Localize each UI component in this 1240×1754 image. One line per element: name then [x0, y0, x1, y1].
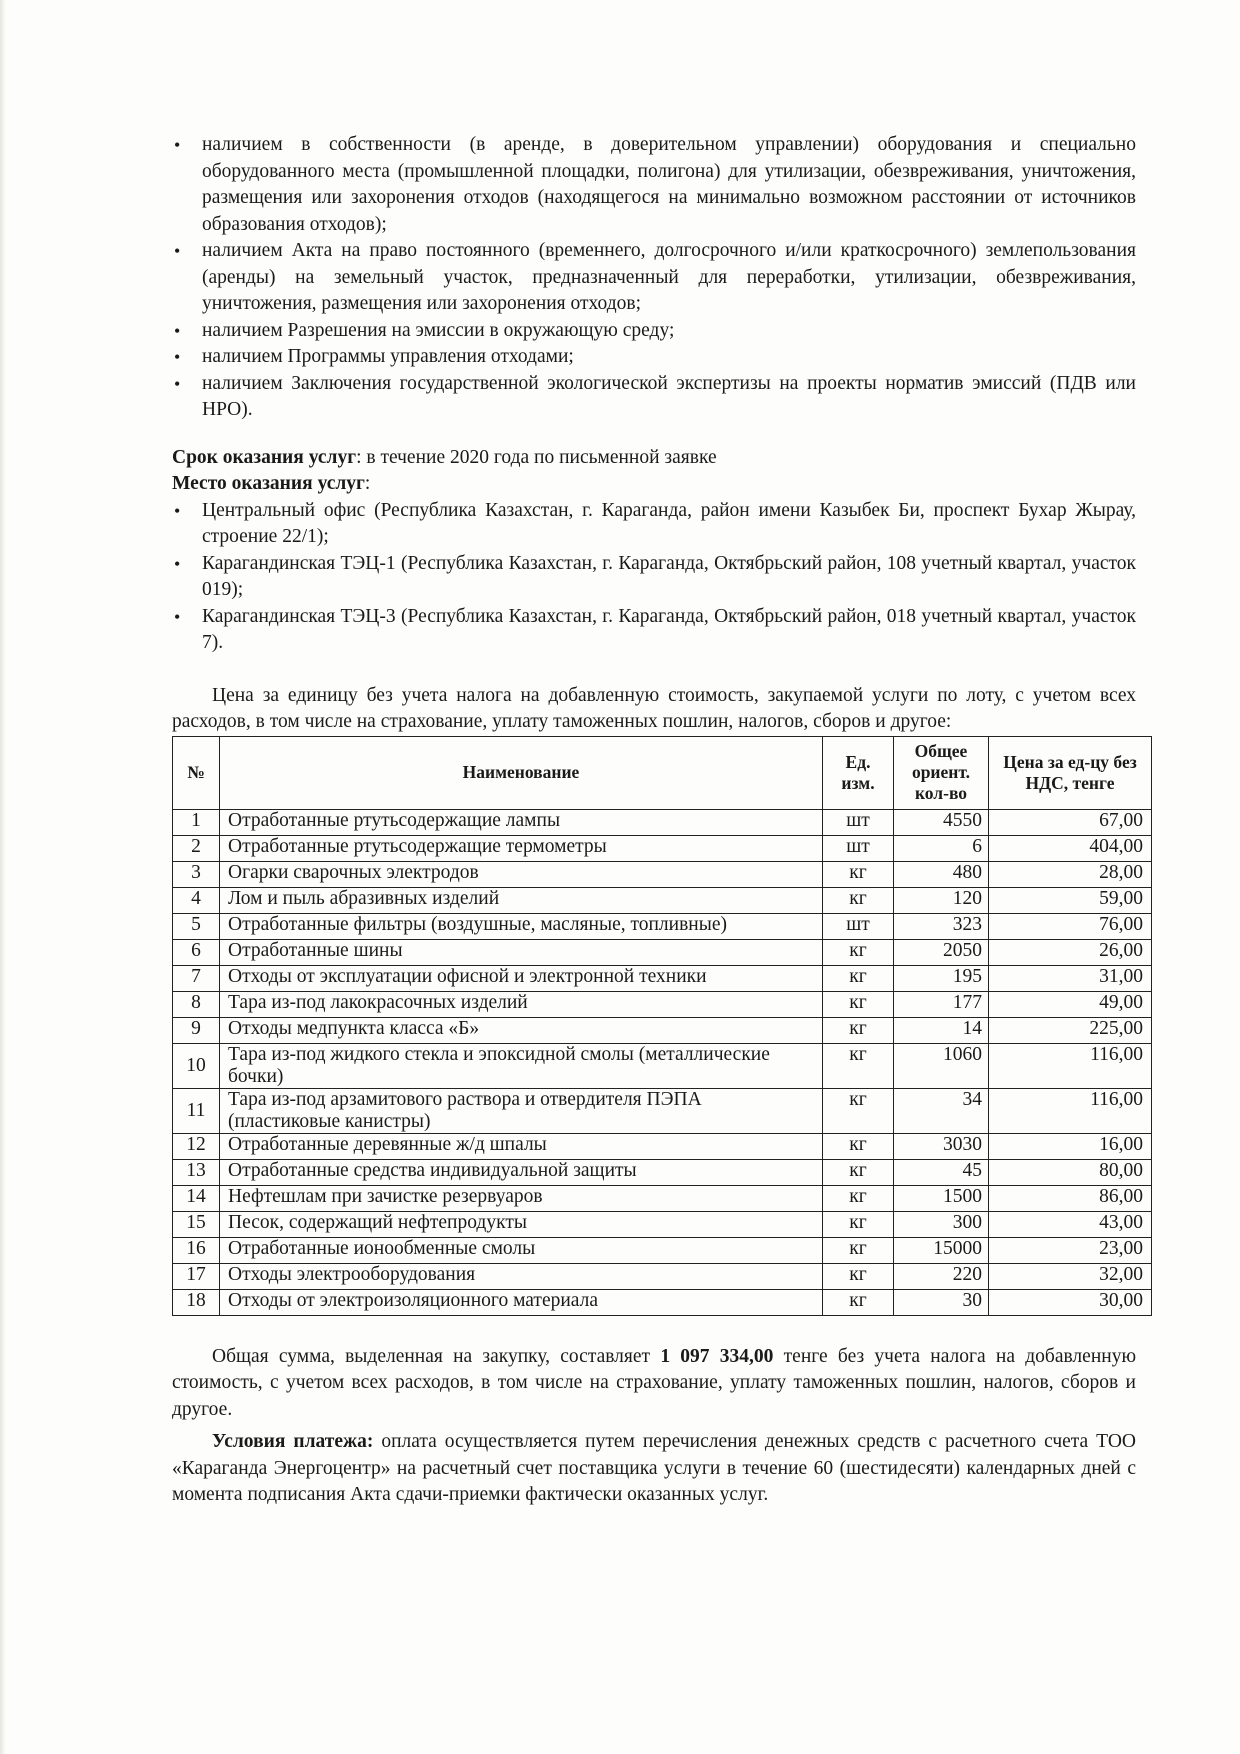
- row-unit: кг: [823, 991, 894, 1017]
- row-qty: 3030: [894, 1133, 989, 1159]
- row-name: Отработанные средства индивидуальной защиты: [220, 1159, 823, 1185]
- row-num: 11: [173, 1088, 220, 1133]
- row-unit: кг: [823, 1043, 894, 1088]
- row-name: Отработанные шины: [220, 939, 823, 965]
- table-row: [173, 991, 1152, 1017]
- row-qty: 4550: [894, 809, 989, 835]
- row-price: 16,00: [989, 1133, 1152, 1159]
- requirement-item: • наличием Заключения государственной экологической экспертизы на проекты норматив эмиссий (ПДВ или НРО).: [172, 371, 1136, 424]
- row-name: Отходы электрооборудования: [220, 1263, 823, 1289]
- row-price: 23,00: [989, 1237, 1152, 1263]
- row-num: 4: [173, 887, 220, 913]
- requirement-item: • наличием Акта на право постоянного (временнего, долгосрочного и/или краткосрочного) землепользования (аренды) на земельный участок, предназначенный для переработки, утилизации, обезвреживания, уничтожения, размещения или захоронения отходов;: [172, 238, 1136, 318]
- row-unit: кг: [823, 1263, 894, 1289]
- header-price: Цена за ед-цу без НДС, тенге: [989, 736, 1152, 809]
- payment-label: Условия платежа:: [212, 1431, 374, 1452]
- row-unit: кг: [823, 887, 894, 913]
- table-row: [173, 913, 1152, 939]
- row-qty: 30: [894, 1289, 989, 1315]
- row-price: 76,00: [989, 913, 1152, 939]
- table-row: [173, 1237, 1152, 1263]
- table-row: [173, 939, 1152, 965]
- row-qty: 177: [894, 991, 989, 1017]
- row-name: Лом и пыль абразивных изделий: [220, 887, 823, 913]
- service-place-colon: :: [364, 473, 371, 494]
- row-qty: 6: [894, 835, 989, 861]
- row-num: 10: [173, 1043, 220, 1088]
- row-name: Отходы медпункта класса «Б»: [220, 1017, 823, 1043]
- row-price: 225,00: [989, 1017, 1152, 1043]
- table-row: [173, 1159, 1152, 1185]
- row-unit: кг: [823, 939, 894, 965]
- row-qty: 1500: [894, 1185, 989, 1211]
- row-num: 16: [173, 1237, 220, 1263]
- table-row: [173, 1263, 1152, 1289]
- row-num: 12: [173, 1133, 220, 1159]
- row-unit: кг: [823, 1159, 894, 1185]
- row-qty: 323: [894, 913, 989, 939]
- table-row: [173, 1211, 1152, 1237]
- row-name: Тара из-под жидкого стекла и эпоксидной смолы (металлические бочки): [220, 1043, 823, 1088]
- row-unit: кг: [823, 1017, 894, 1043]
- row-num: 13: [173, 1159, 220, 1185]
- row-price: 26,00: [989, 939, 1152, 965]
- service-terms: [172, 445, 1136, 657]
- row-qty: 220: [894, 1263, 989, 1289]
- total-text-before: Общая сумма, выделенная на закупку, составляет: [212, 1345, 661, 1367]
- row-price: 49,00: [989, 991, 1152, 1017]
- row-unit: шт: [823, 913, 894, 939]
- header-name: Наименование: [220, 736, 823, 809]
- row-unit: кг: [823, 1237, 894, 1263]
- row-unit: шт: [823, 835, 894, 861]
- row-price: 67,00: [989, 809, 1152, 835]
- row-unit: кг: [823, 1133, 894, 1159]
- row-unit: кг: [823, 861, 894, 887]
- table-row: [173, 835, 1152, 861]
- table-row: [173, 1185, 1152, 1211]
- table-header-row: [173, 736, 1152, 809]
- row-price: 404,00: [989, 835, 1152, 861]
- total-amount: 1 097 334,00: [660, 1345, 774, 1367]
- document-page: [172, 132, 1143, 1509]
- row-price: 116,00: [989, 1088, 1152, 1133]
- service-term-value: : в течение 2020 года по письменной заявке: [356, 446, 717, 468]
- place-item: • Центральный офис (Республика Казахстан, г. Караганда, район имени Казыбек Би, проспект Бухар Жырау, строение 22/1);: [172, 498, 1136, 551]
- service-place-list: [172, 498, 1136, 657]
- table-row: [173, 1133, 1152, 1159]
- row-unit: кг: [823, 965, 894, 991]
- row-price: 59,00: [989, 887, 1152, 913]
- table-row: [173, 1043, 1152, 1088]
- row-price: 30,00: [989, 1289, 1152, 1315]
- row-price: 116,00: [989, 1043, 1152, 1088]
- row-qty: 120: [894, 887, 989, 913]
- row-unit: шт: [823, 809, 894, 835]
- service-term-label: Срок оказания услуг: [172, 446, 357, 468]
- header-unit: Ед. изм.: [823, 736, 894, 809]
- row-qty: 300: [894, 1211, 989, 1237]
- row-qty: 14: [894, 1017, 989, 1043]
- service-place-label: Место оказания услуг: [172, 473, 365, 494]
- row-num: 1: [173, 809, 220, 835]
- place-item: • Карагандинская ТЭЦ-3 (Республика Казахстан, г. Караганда, Октябрьский район, 018 учетный квартал, участок 7).: [172, 604, 1136, 657]
- payment-paragraph: [172, 1429, 1136, 1509]
- row-price: 86,00: [989, 1185, 1152, 1211]
- row-name: Отработанные фильтры (воздушные, масляные, топливные): [220, 913, 823, 939]
- table-row: [173, 965, 1152, 991]
- table-row: [173, 1289, 1152, 1315]
- requirement-item: • наличием Разрешения на эмиссии в окружающую среду;: [172, 318, 1136, 345]
- row-num: 9: [173, 1017, 220, 1043]
- header-num: №: [173, 736, 220, 809]
- payment-text: оплата осуществляется путем перечисления денежных средств с расчетного счета ТОО «Караганда Энергоцентр» на расчетный счет поставщика услуги в течение 60 (шестидесяти) календарных дней с момента подписания Акта сдачи-приемки фактически оказанных услуг.: [172, 1431, 1136, 1505]
- row-unit: кг: [823, 1185, 894, 1211]
- row-name: Нефтешлам при зачистке резервуаров: [220, 1185, 823, 1211]
- row-price: 31,00: [989, 965, 1152, 991]
- row-num: 6: [173, 939, 220, 965]
- table-row: [173, 1088, 1152, 1133]
- row-qty: 1060: [894, 1043, 989, 1088]
- row-name: Огарки сварочных электродов: [220, 861, 823, 887]
- row-price: 80,00: [989, 1159, 1152, 1185]
- row-unit: кг: [823, 1211, 894, 1237]
- place-item: • Карагандинская ТЭЦ-1 (Республика Казахстан, г. Караганда, Октябрьский район, 108 учетный квартал, участок 019);: [172, 551, 1136, 604]
- row-name: Песок, содержащий нефтепродукты: [220, 1211, 823, 1237]
- row-num: 5: [173, 913, 220, 939]
- row-name: Отработанные ртутьсодержащие термометры: [220, 835, 823, 861]
- row-qty: 45: [894, 1159, 989, 1185]
- row-name: Отходы от электроизоляционного материала: [220, 1289, 823, 1315]
- row-price: 43,00: [989, 1211, 1152, 1237]
- header-qty: Общее ориент. кол-во: [894, 736, 989, 809]
- table-row: [173, 809, 1152, 835]
- row-qty: 34: [894, 1088, 989, 1133]
- price-intro: Цена за единицу без учета налога на добавленную стоимость, закупаемой услуги по лоту, с учетом всех расходов, в том числе на страхование, уплату таможенных пошлин, налогов, сборов и другое:: [172, 684, 1136, 732]
- row-price: 32,00: [989, 1263, 1152, 1289]
- row-name: Отработанные ионообменные смолы: [220, 1237, 823, 1263]
- table-row: [173, 887, 1152, 913]
- row-num: 3: [173, 861, 220, 887]
- total-paragraph: [172, 1344, 1136, 1424]
- row-num: 17: [173, 1263, 220, 1289]
- service-place: [172, 471, 1136, 498]
- total-text-after: тенге без учета налога на добавленную стоимость, с учетом всех расходов, в том числе на страхование, уплату таможенных пошлин, налогов, сборов и другое.: [172, 1345, 1137, 1420]
- row-num: 8: [173, 991, 220, 1017]
- row-qty: 2050: [894, 939, 989, 965]
- row-qty: 480: [894, 861, 989, 887]
- row-num: 7: [173, 965, 220, 991]
- row-unit: кг: [823, 1289, 894, 1315]
- table-row: [173, 861, 1152, 887]
- row-num: 2: [173, 835, 220, 861]
- service-term: [172, 445, 1136, 472]
- row-price: 28,00: [989, 861, 1152, 887]
- row-num: 15: [173, 1211, 220, 1237]
- row-name: Тара из-под лакокрасочных изделий: [220, 991, 823, 1017]
- requirements-list: [172, 132, 1136, 424]
- row-name: Отходы от эксплуатации офисной и электронной техники: [220, 965, 823, 991]
- requirement-item: • наличием в собственности (в аренде, в доверительном управлении) оборудования и специально оборудованного места (промышленной площадки, полигона) для утилизации, обезвреживания, уничтожения, размещения или захоронения отходов (находящегося на минимально возможном расстоянии от источников образования отходов);: [172, 132, 1136, 238]
- row-qty: 15000: [894, 1237, 989, 1263]
- row-name: Отработанные деревянные ж/д шпалы: [220, 1133, 823, 1159]
- table-row: [173, 1017, 1152, 1043]
- requirement-item: • наличием Программы управления отходами;: [172, 344, 1136, 371]
- scan-edge: [0, 0, 6, 1754]
- row-num: 18: [173, 1289, 220, 1315]
- row-qty: 195: [894, 965, 989, 991]
- row-name: Отработанные ртутьсодержащие лампы: [220, 809, 823, 835]
- row-num: 14: [173, 1185, 220, 1211]
- items-table: [172, 736, 1152, 1316]
- row-unit: кг: [823, 1088, 894, 1133]
- row-name: Тара из-под арзамитового раствора и отвердителя ПЭПА (пластиковые канистры): [220, 1088, 823, 1133]
